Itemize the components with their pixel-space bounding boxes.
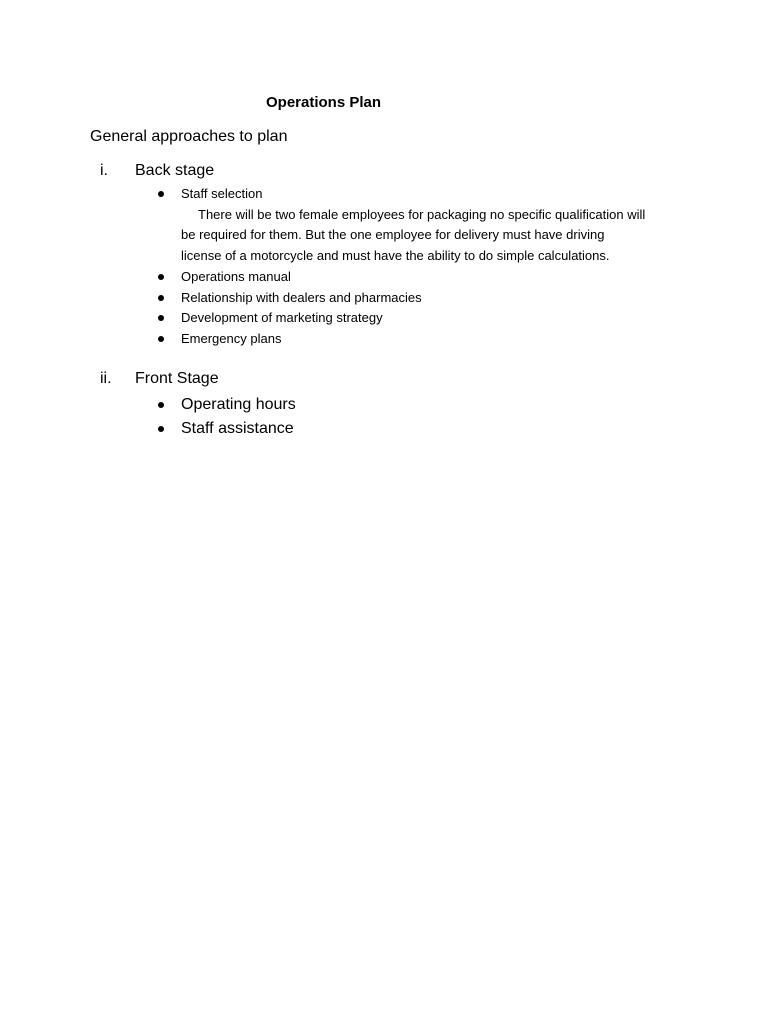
front-stage-list [158,393,296,441]
back-stage-list [158,184,681,350]
section-label: Front Stage [135,370,219,387]
bullet-icon [158,274,164,280]
paragraph-line: license of a motorcycle and must have the ability to do simple calculations. [181,248,610,264]
list-item [158,308,681,329]
document-title: Operations Plan [266,94,382,111]
section-numeral: i. [100,162,108,179]
bullet-icon [158,191,164,197]
list-item-text: Relationship with dealers and pharmacies [181,289,422,305]
section-numeral: ii. [100,370,112,387]
section-label: Back stage [135,162,215,179]
bullet-icon [158,336,164,342]
list-item-text: Staff selection [181,186,263,201]
list-item-text: Operating hours [181,396,296,413]
paragraph-line: be required for them. But the one employee for delivery must have driving [181,227,605,243]
bullet-icon [158,315,164,321]
list-item [158,393,296,417]
staff-selection-paragraph [181,205,681,267]
list-item-text: Staff assistance [181,420,294,437]
list-item-text: Emergency plans [181,330,282,346]
paragraph-line: There will be two female employees for packaging no specific qualification will [198,206,646,222]
list-item-text: Operations manual [181,268,291,284]
list-item [158,267,681,288]
bullet-icon [158,295,164,301]
list-item [158,184,681,267]
list-item [158,329,681,350]
document-subtitle: General approaches to plan [90,128,288,145]
list-item [158,288,681,309]
list-item [158,417,296,441]
bullet-icon [158,426,164,432]
bullet-icon [158,402,164,408]
list-item-text: Development of marketing strategy [181,310,383,326]
